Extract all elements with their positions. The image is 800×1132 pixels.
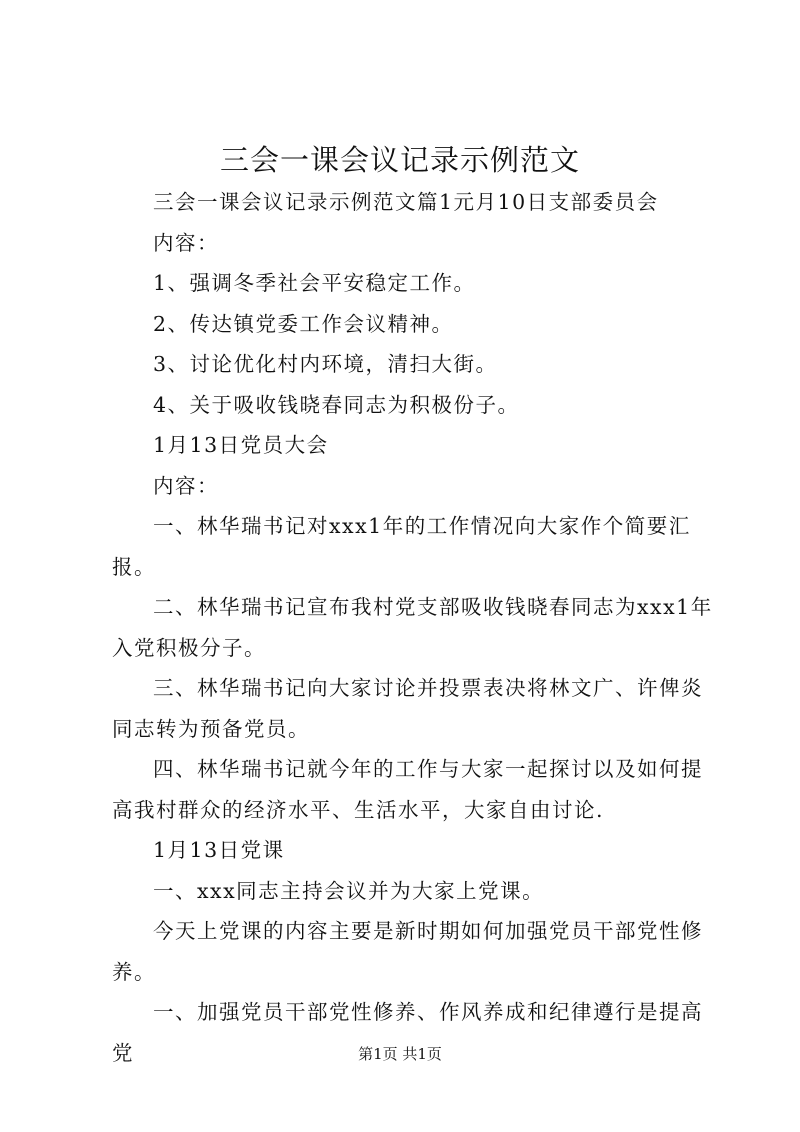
paragraph: 2、传达镇党委工作会议精神。: [153, 311, 454, 336]
document-title: 三会一课会议记录示例范文: [219, 143, 580, 177]
page-footer: 第1页 共1页: [358, 1045, 442, 1063]
paragraph: 内容：: [153, 473, 219, 498]
document-body: [112, 182, 716, 1073]
paragraph: 三、林华瑞书记向大家讨论并投票表决将林文广、许俾炎同志转为预备党员。: [112, 676, 703, 741]
paragraph: 1、强调冬季社会平安稳定工作。: [153, 271, 476, 295]
paragraph: 1月13日党员大会: [153, 433, 329, 457]
paragraph: 4、关于吸收钱晓春同志为积极份子。: [153, 392, 520, 417]
paragraph: 三会一课会议记录示例范文篇1元月10日支部委员会: [153, 190, 659, 214]
paragraph: 四、林华瑞书记就今年的工作与大家一起探讨以及如何提高我村群众的经济水平、生活水平，大家自由讨论.: [112, 757, 703, 822]
paragraph: 3、讨论优化村内环境，清扫大街。: [153, 352, 498, 376]
paragraph: 今天上党课的内容主要是新时期如何加强党员干部党性修养。: [112, 919, 703, 984]
paragraph: 1月13日党课: [153, 838, 285, 862]
paragraph: 二、林华瑞书记宣布我村党支部吸收钱晓春同志为xxx1年入党积极分子。: [112, 595, 713, 660]
paragraph: 一、加强党员干部党性修养、作风养成和纪律遵行是提高党: [112, 1000, 703, 1065]
paragraph: 一、林华瑞书记对xxx1年的工作情况向大家作个简要汇报。: [112, 514, 691, 579]
paragraph: 一、xxx同志主持会议并为大家上党课。: [153, 878, 545, 903]
paragraph: 内容：: [153, 230, 219, 255]
